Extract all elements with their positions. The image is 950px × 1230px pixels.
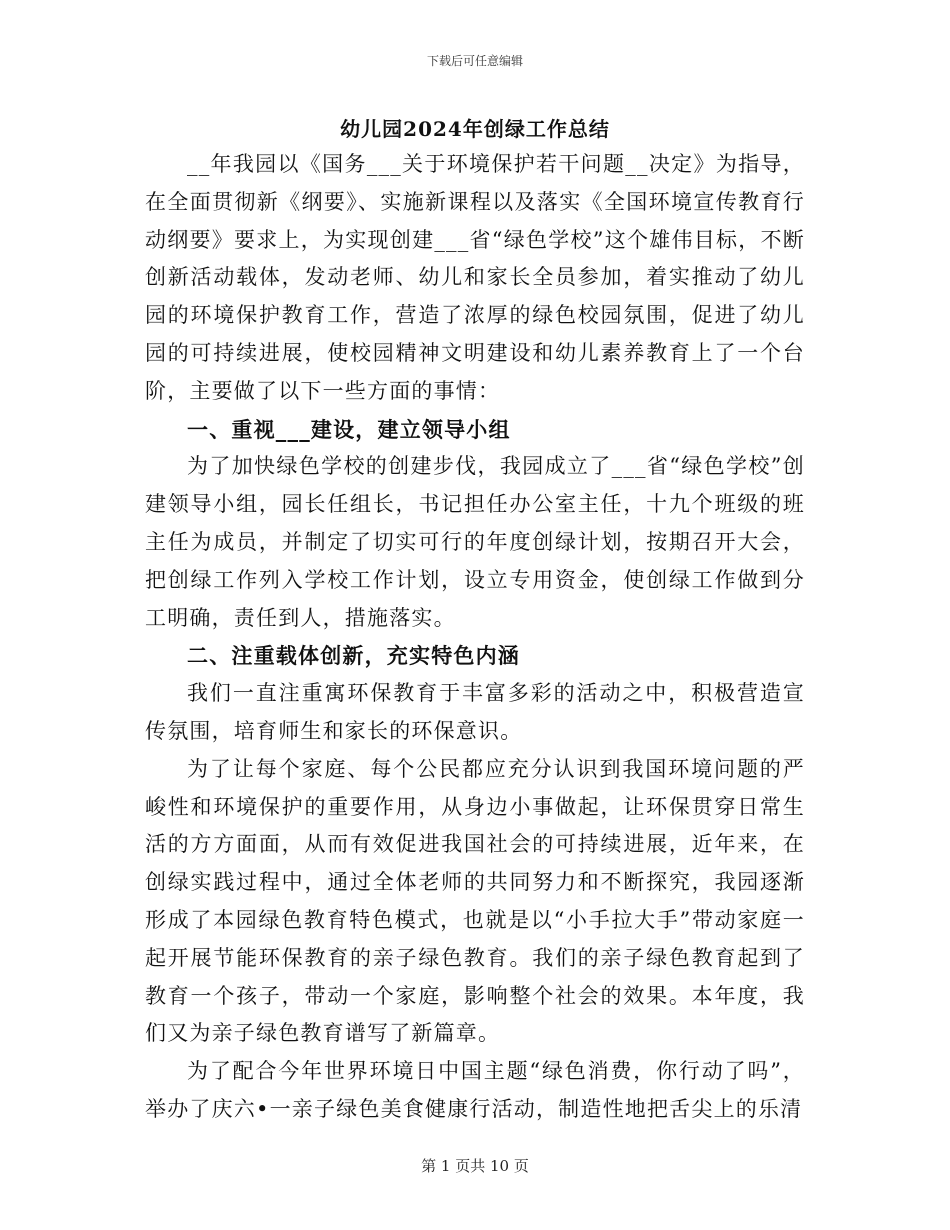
- section-heading-1: 一、重视___建设，建立领导小组: [187, 416, 511, 442]
- document-body: [145, 146, 805, 1129]
- paragraph-family-education: 为了让每个家庭、每个公民都应充分认识到我国环境问题的严峻性和环境保护的重要作用，从身边小事做起，让环保贯穿日常生活的方方面面，从而有效促进我国社会的可持续进展，近年来，在创绿实践过程中，通过全体老师的共同努力和不断探究，我园逐渐形成了本园绿色教育特色模式，也就是以“小手拉大手”带动家庭一起开展节能环保教育的亲子绿色教育。我们的亲子绿色教育起到了教育一个孩子，带动一个家庭，影响整个社会的效果。本年度，我们又为亲子绿色教育谱写了新篇章。: [145, 756, 805, 1046]
- paragraph-activities: 我们一直注重寓环保教育于丰富多彩的活动之中，积极营造宣传氛围，培育师生和家长的环保意识。: [145, 681, 805, 743]
- paragraph-intro: __年我园以《国务___关于环境保护若干问题__决定》为指导，在全面贯彻新《纲要》、实施新课程以及落实《全国环境宣传教育行动纲要》要求上，为实现创建___省“绿色学校”这个雄伟目标，不断创新活动载体，发动老师、幼儿和家长全员参加，着实推动了幼儿园的环境保护教育工作，营造了浓厚的绿色校园氛围，促进了幼儿园的可持续进展，使校园精神文明建设和幼儿素养教育上了一个台阶，主要做了以下一些方面的事情：: [145, 152, 805, 403]
- paragraph-environment-day: 为了配合今年世界环境日中国主题“绿色消费，你行动了吗”，举办了庆六•一亲子绿色美食健康行活动，制造性地把舌尖上的乐清: [145, 1059, 805, 1121]
- paragraph-leadership: 为了加快绿色学校的创建步伐，我园成立了___省“绿色学校”创建领导小组，园长任组长，书记担任办公室主任，十九个班级的班主任为成员，并制定了切实可行的年度创绿计划，按期召开大会，把创绿工作列入学校工作计划，设立专用资金，使创绿工作做到分工明确，责任到人，措施落实。: [145, 454, 805, 630]
- section-heading-2: 二、注重载体创新，充实特色内涵: [187, 643, 520, 669]
- page-header-note: 下载后可任意编辑: [426, 54, 523, 68]
- document-title: 幼儿园2024年创绿工作总结: [340, 117, 610, 141]
- page-number-footer: 第 1 页共 10 页: [421, 1157, 529, 1175]
